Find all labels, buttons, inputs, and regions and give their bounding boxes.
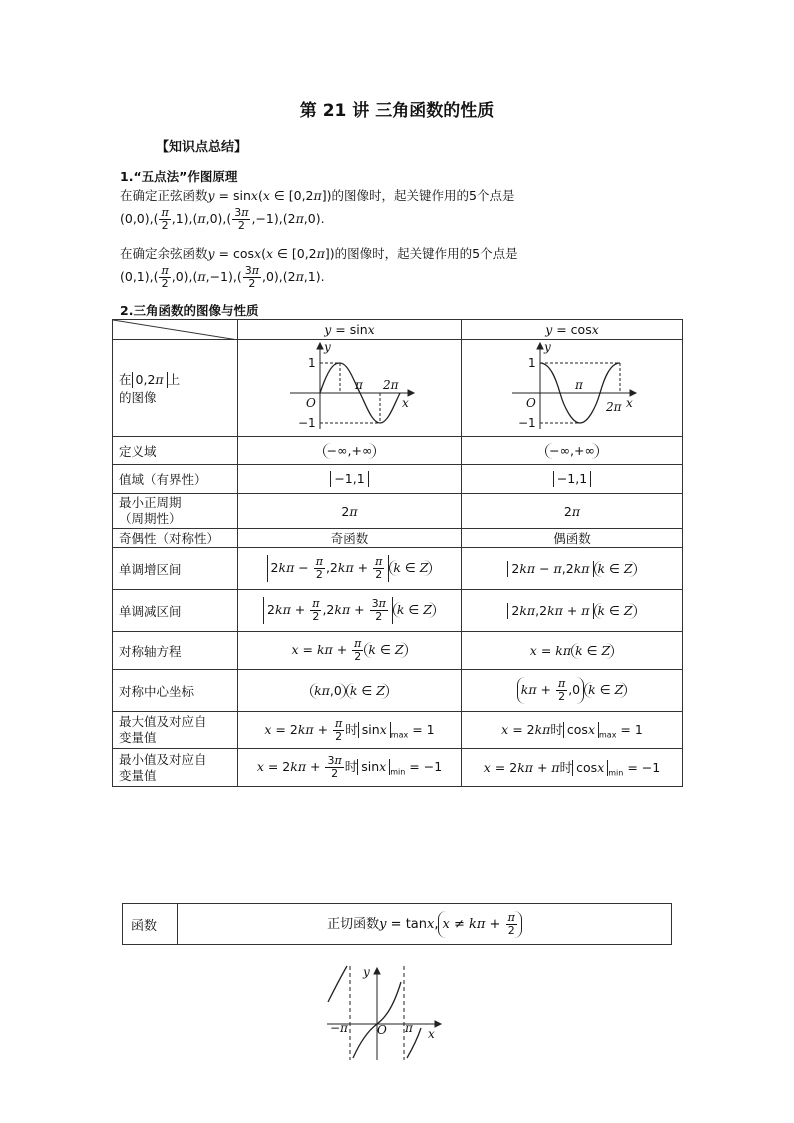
tan-graph (325, 962, 445, 1062)
cos-max: x = 2kπ时 cosx $_{max}$ = 1 (462, 712, 683, 749)
tangent-table (122, 903, 672, 945)
cos-y-label: y (544, 340, 551, 354)
table-row (113, 340, 683, 437)
row-label: 最大值及对应自 变量值 (113, 712, 238, 749)
row-label: 单调减区间 (113, 590, 238, 632)
sin-domain: −∞,+∞ (238, 437, 462, 465)
table-row (113, 749, 683, 787)
cos-points: (0,1),( $\frac{\pi}{2}$ ,0),(π,−1),( $\frac{3\pi}{2}$ ,0),(2π,1). (120, 264, 325, 290)
cos-increasing: 2kπ − π,2kπ k ∈ Z (462, 548, 683, 590)
tan-content: 正切函数y = tanx, x ≠ kπ + $\frac{\pi}{2}$ (178, 904, 672, 945)
tan-neg-pi-label: −π (330, 1021, 348, 1035)
page-title: 第 21 讲 三角函数的性质 (299, 101, 495, 121)
cos-graph-cell (462, 340, 683, 437)
cos-2pi-label: 2π (606, 399, 622, 414)
cos-intro: 在确定余弦函数y = cosx(x ∈ [0,2π])的图像时，起关键作用的5个点是 (120, 246, 518, 261)
row-label: 值域（有界性） (113, 465, 238, 494)
row-label: 最小正周期 （周期性） (113, 494, 238, 529)
cos-min: x = 2kπ + π时 cosx $_{min}$ = −1 (462, 749, 683, 787)
cos-one-label: 1 (528, 355, 536, 370)
cos-period: 2π (462, 494, 683, 529)
cos-center: kπ + $\frac{\pi}{2}$ ,0 k ∈ Z (462, 670, 683, 712)
sin-neg-one-label: −1 (297, 415, 316, 430)
sin-period: 2π (238, 494, 462, 529)
sin-graph (280, 341, 420, 433)
table-row (113, 548, 683, 590)
cos-range: −1,1 (462, 465, 683, 494)
sin-range: −1,1 (238, 465, 462, 494)
row-label: 定义域 (113, 437, 238, 465)
cos-origin-label: O (526, 395, 536, 410)
row-label: 最小值及对应自 变量值 (113, 749, 238, 787)
table-row (113, 465, 683, 494)
cos-neg-one-label: −1 (518, 415, 536, 430)
row-label: 单调增区间 (113, 548, 238, 590)
row-label: 对称轴方程 (113, 632, 238, 670)
tan-pi-label: π (405, 1021, 413, 1035)
sin-decreasing: 2kπ + $\frac{\pi}{2}$ ,2kπ + $\frac{3\pi}{2}$ k ∈ Z (238, 590, 462, 632)
cos-x-label: x (626, 395, 633, 410)
row-label: 对称中心坐标 (113, 670, 238, 712)
sin-2pi-label: 2π (382, 377, 399, 392)
tan-x-label: x (428, 1027, 435, 1041)
sin-points: (0,0),( $\frac{\pi}{2}$ ,1),(π,0),( $\frac{3\pi}{2}$ ,−1),(2π,0). (120, 206, 325, 232)
row-label-graph: 在 0,2π 上 的图像 (113, 340, 238, 437)
tan-origin-label: O (377, 1023, 387, 1037)
tan-y-label: y (363, 965, 370, 979)
diagonal-line (113, 320, 238, 340)
sin-min: x = 2kπ + $\frac{3\pi}{2}$ 时 sinx $_{min}$ = −1 (238, 749, 462, 787)
table-row (113, 529, 683, 548)
table-row (113, 494, 683, 529)
row-label: 奇偶性（对称性） (113, 529, 238, 548)
cos-parity: 偶函数 (462, 529, 683, 548)
table-row (113, 590, 683, 632)
table-header-row (113, 320, 683, 340)
cos-pi-label: π (575, 377, 583, 392)
sin-increasing: 2kπ − $\frac{\pi}{2}$ ,2kπ + $\frac{\pi}{2}$ k ∈ Z (238, 548, 462, 590)
section2-heading: 2.三角函数的图像与性质 (120, 303, 259, 318)
sin-center: kπ,0 k ∈ Z (238, 670, 462, 712)
cos-domain: −∞,+∞ (462, 437, 683, 465)
section1-heading: 1.“五点法”作图原理 (120, 169, 238, 184)
col-header-sin: y = sinx (238, 320, 462, 340)
cos-axis: x = kπ k ∈ Z (462, 632, 683, 670)
sin-one-label: 1 (307, 355, 316, 370)
sin-x-label: x (401, 395, 409, 410)
sin-pi-label: π (354, 377, 363, 392)
table-row (113, 437, 683, 465)
sin-y-label: y (323, 340, 331, 354)
sin-graph-cell (238, 340, 462, 437)
table-row (113, 712, 683, 749)
sin-parity: 奇函数 (238, 529, 462, 548)
sin-origin-label: O (305, 395, 316, 410)
cos-decreasing: 2kπ,2kπ + π k ∈ Z (462, 590, 683, 632)
summary-heading: 【知识点总结】 (156, 140, 248, 155)
col-header-cos: y = cosx (462, 320, 683, 340)
cos-graph (502, 341, 642, 433)
trig-properties-table (112, 319, 683, 787)
sin-intro: 在确定正弦函数y = sinx(x ∈ [0,2π])的图像时，起关键作用的5个点是 (120, 188, 515, 203)
sin-axis: x = kπ + $\frac{\pi}{2}$ k ∈ Z (238, 632, 462, 670)
diagonal-header-cell (113, 320, 238, 340)
sin-max: x = 2kπ + $\frac{\pi}{2}$ 时 sinx $_{max}$ = 1 (238, 712, 462, 749)
tan-label: 函数 (123, 904, 178, 945)
table-row (113, 670, 683, 712)
table-row (113, 632, 683, 670)
